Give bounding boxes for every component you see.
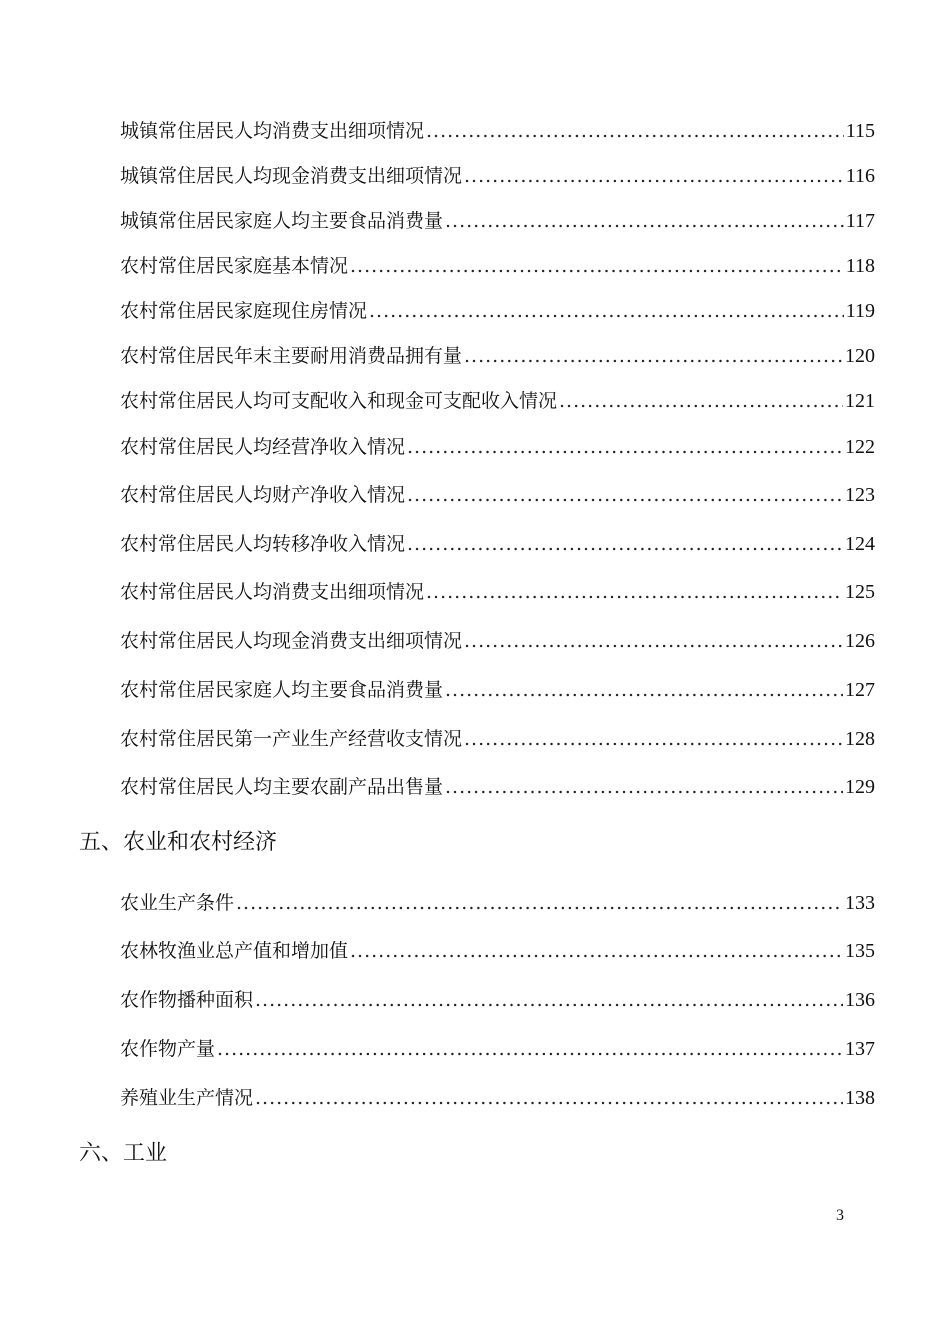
toc-dot-leader	[445, 772, 843, 802]
toc-dot-leader	[426, 577, 843, 607]
toc-dot-leader	[559, 386, 843, 416]
toc-dot-leader	[464, 341, 843, 371]
toc-entry[interactable]	[120, 386, 875, 416]
toc-entry-page: 117	[845, 210, 875, 232]
toc-entry-page: 123	[845, 484, 875, 506]
toc-entry-title: 城镇常住居民人均现金消费支出细项情况	[120, 165, 463, 187]
toc-entry[interactable]	[120, 161, 875, 191]
toc-entry-page: 119	[845, 300, 875, 322]
toc-entry-title: 农村常住居民人均可支配收入和现金可支配收入情况	[120, 390, 558, 412]
toc-entry[interactable]	[120, 1083, 875, 1113]
toc-entry[interactable]	[120, 626, 875, 656]
section-heading-industry[interactable]: 六、工业	[79, 1141, 168, 1166]
toc-dot-leader	[407, 480, 843, 510]
toc-entry-title: 农村常住居民人均财产净收入情况	[120, 484, 406, 506]
toc-dot-leader	[464, 161, 844, 191]
toc-entry-title: 农村常住居民人均主要农副产品出售量	[120, 776, 444, 798]
toc-entry[interactable]	[120, 432, 875, 462]
toc-entry-page: 137	[845, 1038, 875, 1060]
toc-dot-leader	[350, 936, 843, 966]
toc-entry[interactable]	[120, 1034, 875, 1064]
toc-entry-page: 120	[845, 345, 875, 367]
page-number: 3	[836, 1207, 844, 1224]
toc-dot-leader	[217, 1034, 843, 1064]
toc-entry[interactable]	[120, 772, 875, 802]
toc-dot-leader	[426, 116, 844, 146]
toc-entry[interactable]	[120, 724, 875, 754]
toc-entry-page: 121	[845, 390, 875, 412]
toc-entry-page: 135	[845, 940, 875, 962]
toc-entry[interactable]	[120, 529, 875, 559]
toc-entry-title: 农林牧渔业总产值和增加值	[120, 940, 349, 962]
toc-entry-title: 农村常住居民家庭现住房情况	[120, 300, 368, 322]
toc-entry[interactable]	[120, 251, 875, 281]
toc-dot-leader	[464, 626, 843, 656]
toc-entry-title: 农村常住居民人均现金消费支出细项情况	[120, 630, 463, 652]
toc-entry[interactable]	[120, 675, 875, 705]
toc-entry[interactable]	[120, 116, 875, 146]
toc-dot-leader	[407, 432, 843, 462]
toc-entry-page: 136	[845, 989, 875, 1011]
toc-entry[interactable]	[120, 888, 875, 918]
toc-entry-page: 127	[845, 679, 875, 701]
toc-dot-leader	[255, 1083, 843, 1113]
toc-dot-leader	[369, 296, 844, 326]
toc-entry-page: 138	[845, 1087, 875, 1109]
toc-entry-page: 124	[845, 533, 875, 555]
toc-entry[interactable]	[120, 206, 875, 236]
toc-entry[interactable]	[120, 577, 875, 607]
toc-entry-title: 农村常住居民人均消费支出细项情况	[120, 581, 425, 603]
toc-entry-page: 122	[845, 436, 875, 458]
toc-dot-leader	[464, 724, 843, 754]
toc-dot-leader	[350, 251, 844, 281]
toc-dot-leader	[255, 985, 843, 1015]
toc-entry-title: 农村常住居民人均转移净收入情况	[120, 533, 406, 555]
toc-entry-title: 城镇常住居民家庭人均主要食品消费量	[120, 210, 444, 232]
toc-entry[interactable]	[120, 936, 875, 966]
toc-entry-page: 116	[845, 165, 875, 187]
toc-entry-page: 125	[845, 581, 875, 603]
toc-dot-leader	[407, 529, 843, 559]
toc-entry-title: 农村常住居民家庭人均主要食品消费量	[120, 679, 444, 701]
toc-dot-leader	[236, 888, 843, 918]
toc-entry-page: 133	[845, 892, 875, 914]
toc-entry-title: 农业生产条件	[120, 892, 235, 914]
toc-entry-title: 农村常住居民第一产业生产经营收支情况	[120, 728, 463, 750]
toc-entry[interactable]	[120, 985, 875, 1015]
toc-entry-title: 农作物播种面积	[120, 989, 254, 1011]
toc-entry-title: 农村常住居民家庭基本情况	[120, 255, 349, 277]
toc-dot-leader	[445, 206, 844, 236]
toc-entry-page: 115	[845, 120, 875, 142]
toc-entry[interactable]	[120, 480, 875, 510]
toc-dot-leader	[445, 675, 843, 705]
toc-entry-title: 农村常住居民人均经营净收入情况	[120, 436, 406, 458]
toc-entry-title: 农作物产量	[120, 1038, 216, 1060]
toc-entry-title: 城镇常住居民人均消费支出细项情况	[120, 120, 425, 142]
toc-entry-page: 126	[845, 630, 875, 652]
toc-entry-page: 118	[845, 255, 875, 277]
section-heading-agriculture[interactable]: 五、农业和农村经济	[79, 830, 278, 855]
toc-entry-page: 128	[845, 728, 875, 750]
toc-entry-page: 129	[845, 776, 875, 798]
toc-entry-title: 养殖业生产情况	[120, 1087, 254, 1109]
toc-entry[interactable]	[120, 341, 875, 371]
toc-entry[interactable]	[120, 296, 875, 326]
toc-entry-title: 农村常住居民年末主要耐用消费品拥有量	[120, 345, 463, 367]
